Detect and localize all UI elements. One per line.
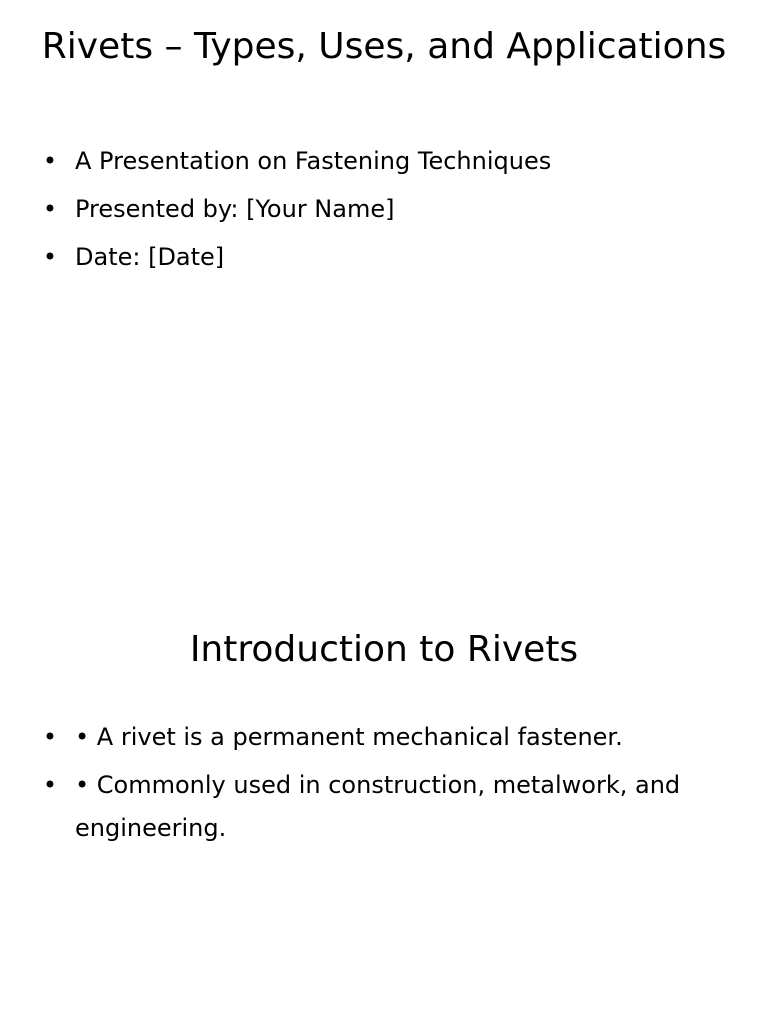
bullet-text: A Presentation on Fastening Techniques (75, 147, 552, 175)
bullet-text: Presented by: [Your Name] (75, 195, 395, 223)
bullet-text: • A rivet is a permanent mechanical fastener. (75, 723, 623, 751)
bullet-icon: • (42, 243, 58, 271)
list-item (40, 188, 728, 231)
bullet-icon: • (42, 723, 58, 751)
slide-title: Rivets – Types, Uses, and Applications (41, 26, 727, 67)
bullet-icon: • (42, 771, 58, 799)
bullet-icon: • (42, 195, 58, 223)
list-item (40, 764, 728, 850)
list-item (40, 236, 728, 279)
bullet-icon: • (42, 147, 58, 175)
bullet-list (40, 716, 728, 855)
list-item (40, 140, 728, 183)
slide-2 (0, 576, 768, 1024)
bullet-text: Date: [Date] (75, 243, 225, 271)
list-item (40, 716, 728, 759)
bullet-list (40, 140, 728, 284)
bullet-text: • Commonly used in construction, metalwork, and engineering. (75, 771, 681, 842)
slide-title: Introduction to Rivets (189, 629, 579, 670)
